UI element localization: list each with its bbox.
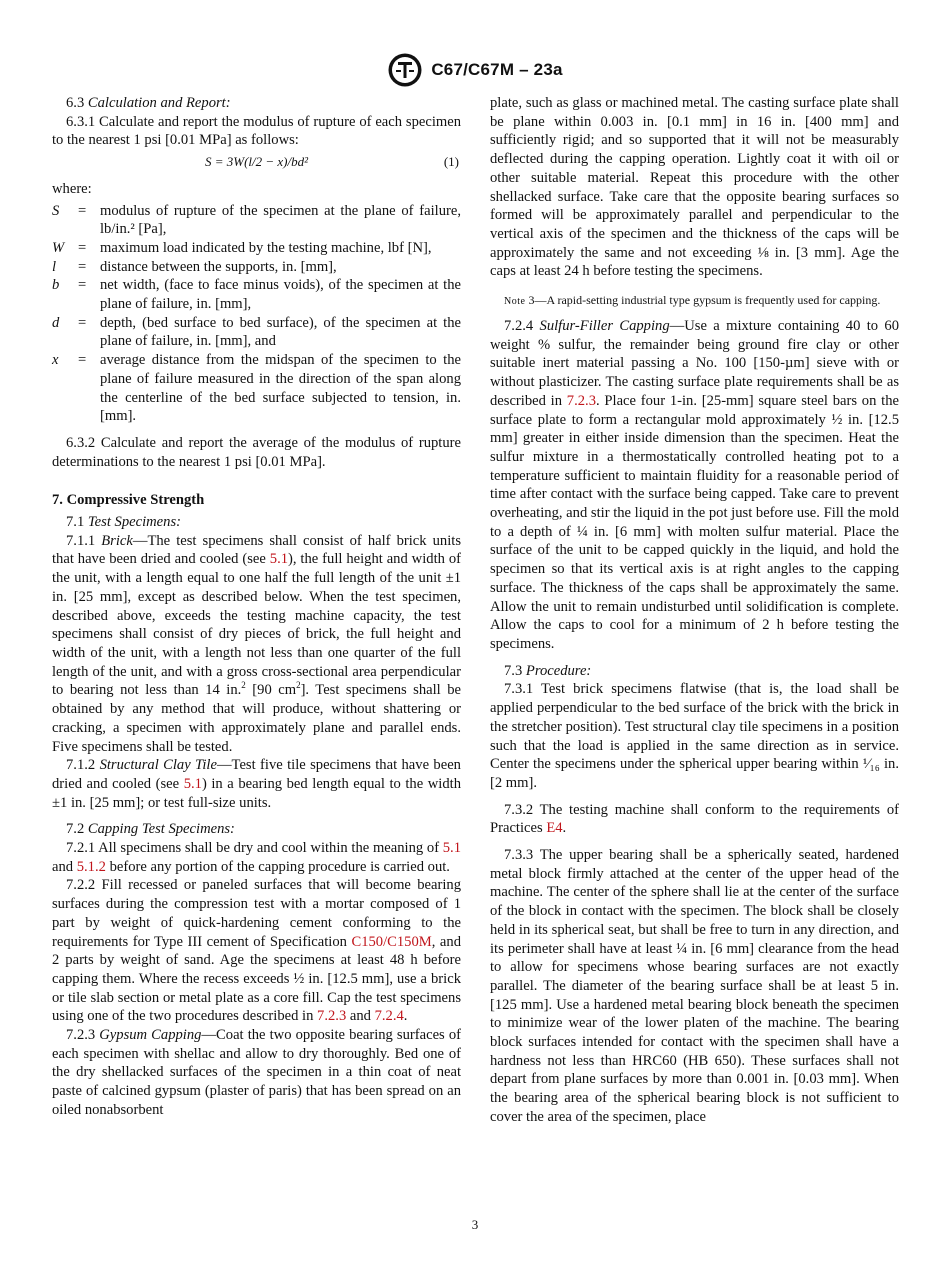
definition-equals: = [78, 202, 87, 219]
section-7-2-4: 7.2.4 Sulfur-Filler Capping—Use a mixture containing 40 to 60 weight % sulfur, the remainder being ground fire clay or other suitable inert material passing a No. 100 [150-µm] sieve with or without plasticizer. The casting surface plate requirements shall be as described in 7.2.3. Place four 1-in. [25-mm] square steel bars on the surface plate to form a rectangular mold approximately ½ in. [12.5 mm] greater in either inside dimension than the specimen. Heat the sulfur mixture in a thermostatically controlled heating pot to a temperature sufficient to maintain fluidity for a reasonable period of time after contact with the surface being capped. Take care to prevent overheating, and stir the liquid in the pot just before use. Fill the mold to a depth of ¼ in. [6 mm] with molten sulfur material. Place the surface of the unit to be capped quickly in the liquid, and hold the specimen so that its vertical axis is at right angles to the capping surface. The thickness of the caps shall be approximately the same. Allow the unit to remain undisturbed until solidification is complete. Allow the caps to cool for a minimum of 2 h before testing the specimens. [490, 318, 899, 652]
section-7-3-heading: 7.3 Procedure: [504, 662, 592, 679]
definition-item [52, 314, 461, 351]
ref-link-5-1[interactable]: 5.1 [442, 840, 461, 857]
right-column [490, 94, 899, 1127]
definition-symbol: W [52, 239, 65, 256]
definition-list [52, 202, 461, 426]
section-6-3-2: 6.3.2 Calculate and report the average of the modulus of rupture determinations to the nearest 1 psi [0.01 MPa]. [52, 434, 461, 470]
ref-link-7-2-3[interactable]: 7.2.3 [566, 392, 596, 409]
left-column [52, 94, 461, 1120]
section-7-3-2: 7.3.2 The testing machine shall conform to the requirements of Practices E4. [490, 801, 899, 837]
definition-item [52, 276, 461, 313]
definition-text: average distance from the midspan of the specimen to the plane of failure measured in the direction of the span along the centerline of the bed surface subjected to tension, in. [mm]. [100, 352, 461, 425]
section-7-1-2: 7.1.2 Structural Clay Tile—Test five tile specimens that have been dried and cooled (see 5.1) in a bearing bed length equal to the width ±1 in. [25 mm]; or test full-size units. [52, 757, 462, 811]
section-7-2-3: 7.2.3 Gypsum Capping—Coat the two opposite bearing surfaces of each specimen with shellac and allow to dry thoroughly. Bed one of the dry shellacked surfaces of the specimen in a thin coat of neat paste of calcined gypsum (plaster of paris) that has been spread on an oiled nonabsorbent [52, 1027, 461, 1118]
definition-symbol: l [52, 258, 57, 275]
section-7-2-2: 7.2.2 Fill recessed or paneled surfaces that will become bearing surfaces during the compression test with a mortar composed of 1 part by weight of quick-hardening cement conforming to the requirements for Type III cement of Specification C150/C150M, and 2 parts by weight of sand. Age the specimens at least 48 h before capping them. Where the recess exceeds ½ in. [12.5 mm], use a brick or tile slab section or metal plate as a core fill. Cap the test specimens using one of the two procedures described in 7.2.3 and 7.2.4. [52, 877, 461, 1025]
section-7-2-3-continued: plate, such as glass or machined metal. The casting surface plate shall be plane within 0.003 in. [0.1 mm] in 16 in. [400 mm] and sufficiently rigid; and so supported that it will not be measurably deflected during the capping operation. Lightly coat it with oil or other suitable material. Repeat this procedure with the other shellacked surface. Take care that the opposite bearing surfaces so formed will be approximately parallel and perpendicular to the vertical axis of the specimen and the thickness of the caps will be approximately the same and not exceeding ⅛ in. [3 mm]. Age the caps at least 24 h before testing the specimens. [490, 95, 899, 280]
definition-text: depth, (bed surface to bed surface), of the specimen at the plane of failure, in. [mm], and [100, 314, 461, 350]
ref-link-e4[interactable]: E4 [546, 820, 563, 837]
definition-equals: = [78, 314, 87, 331]
note-3: Note 3—A rapid-setting industrial type gypsum is frequently used for capping. [504, 293, 881, 308]
ref-link-7-2-3[interactable]: 7.2.3 [317, 1008, 347, 1025]
definition-text: maximum load indicated by the testing machine, lbf [N], [100, 239, 432, 256]
equation-text: S = 3W(l/2 − x)/bd² [204, 154, 309, 170]
definition-item [52, 202, 461, 239]
section-7-2-1: 7.2.1 All specimens shall be dry and cool within the meaning of 5.1 and 5.1.2 before any portion of the capping procedure is carried out. [52, 840, 461, 875]
ref-link-5-1[interactable]: 5.1 [269, 551, 289, 568]
ref-link-7-2-4[interactable]: 7.2.4 [374, 1008, 404, 1025]
section-7-3-3: 7.3.3 The upper bearing shall be a spherically seated, hardened metal block firmly attached at the center of the upper head of the machine. The center of the sphere shall lie at the center of the surface of the block in contact with the specimen. The block shall be closely held in its spherical seat, but shall be free to turn in any direction, and its perimeter shall have at least ¼ in. [6 mm] clearance from the head to allow for specimens whose bearing surfaces are not exactly parallel. The diameter of the bearing surface shall be at least 5 in. [125 mm]. Use a hardened metal bearing block beneath the specimen to minimize wear of the lower platen of the machine. The bearing block surfaces intended for contact with the specimen shall have a hardness not less than HRC60 (HB 650). These surfaces shall not depart from plane surfaces by more than 0.001 in. [0.03 mm]. When the bearing area of the spherical bearing block is not sufficient to cover the area of the specimen, place [490, 847, 899, 1125]
definition-symbol: S [52, 202, 60, 219]
equation-number: (1) [443, 154, 459, 170]
definition-item [52, 239, 461, 258]
definition-equals: = [78, 352, 87, 369]
document-header [0, 52, 950, 88]
definition-text: net width, (face to face minus voids), of the specimen at the plane of failure, in. [mm], [100, 277, 461, 313]
section-7-3-1: 7.3.1 Test brick specimens flatwise (that is, the load shall be applied perpendicular to the bed surface of the brick with the brick in the stretcher position). Test structural clay tile specimens in a position such that the load is applied in the same direction as in service. Center the specimens under the spherical upper bearing within ¹⁄₁₆ in. [2 mm]. [490, 681, 899, 791]
section-7-1-1: 7.1.1 Brick—The test specimens shall consist of half brick units that have been dried and cooled (see 5.1), the full height and width of the unit, with a length equal to one half the full length of the unit ±1 in. [25 mm], except as described below. When the test specimen, described above, exceeds the testing machine capacity, the test specimens shall consist of dry pieces of brick, the full height and width of the unit, with a length not less than one quarter of the full length of the unit, and with a gross cross-sectional area perpendicular to bearing not less than 14 in.$^2$ [90 $cm^2$]. Test specimens shall be obtained by any method that will produce, without shattering or cracking, a specimen with approximately plane and parallel ends. Five specimens shall be tested. [52, 532, 461, 755]
definition-symbol: d [52, 314, 60, 331]
ref-link-c150[interactable]: C150/C150M [351, 933, 432, 950]
definition-text: modulus of rupture of the specimen at the plane of failure, lb/in.² [Pa], [100, 202, 461, 238]
section-7-heading: 7. Compressive Strength [52, 492, 205, 509]
section-7-2-heading: 7.2 Capping Test Specimens: [66, 821, 235, 838]
definition-item [52, 351, 461, 426]
standard-designation: C67/C67M – 23a [431, 60, 563, 79]
definition-symbol: b [52, 277, 60, 294]
ref-link-5-1-2[interactable]: 5.1.2 [76, 858, 106, 875]
equation-1 [52, 153, 461, 172]
definition-symbol: x [52, 352, 59, 369]
definition-text: distance between the supports, in. [mm], [100, 258, 337, 275]
page-number: 3 [471, 1217, 479, 1232]
section-7-1-heading: 7.1 Test Specimens: [66, 514, 181, 531]
where-label: where: [52, 180, 92, 197]
section-6-3-1: 6.3.1 Calculate and report the modulus of rupture of each specimen to the nearest 1 psi [0.01 MPa] as follows: [52, 113, 461, 149]
definition-equals: = [78, 277, 87, 294]
note-label: Note [504, 296, 526, 308]
ref-link-5-1[interactable]: 5.1 [183, 775, 202, 792]
definition-equals: = [78, 239, 87, 256]
definition-item [52, 258, 461, 277]
astm-logo-icon [387, 52, 423, 88]
section-6-3-heading: 6.3 Calculation and Report: [66, 95, 231, 111]
definition-equals: = [78, 258, 87, 275]
